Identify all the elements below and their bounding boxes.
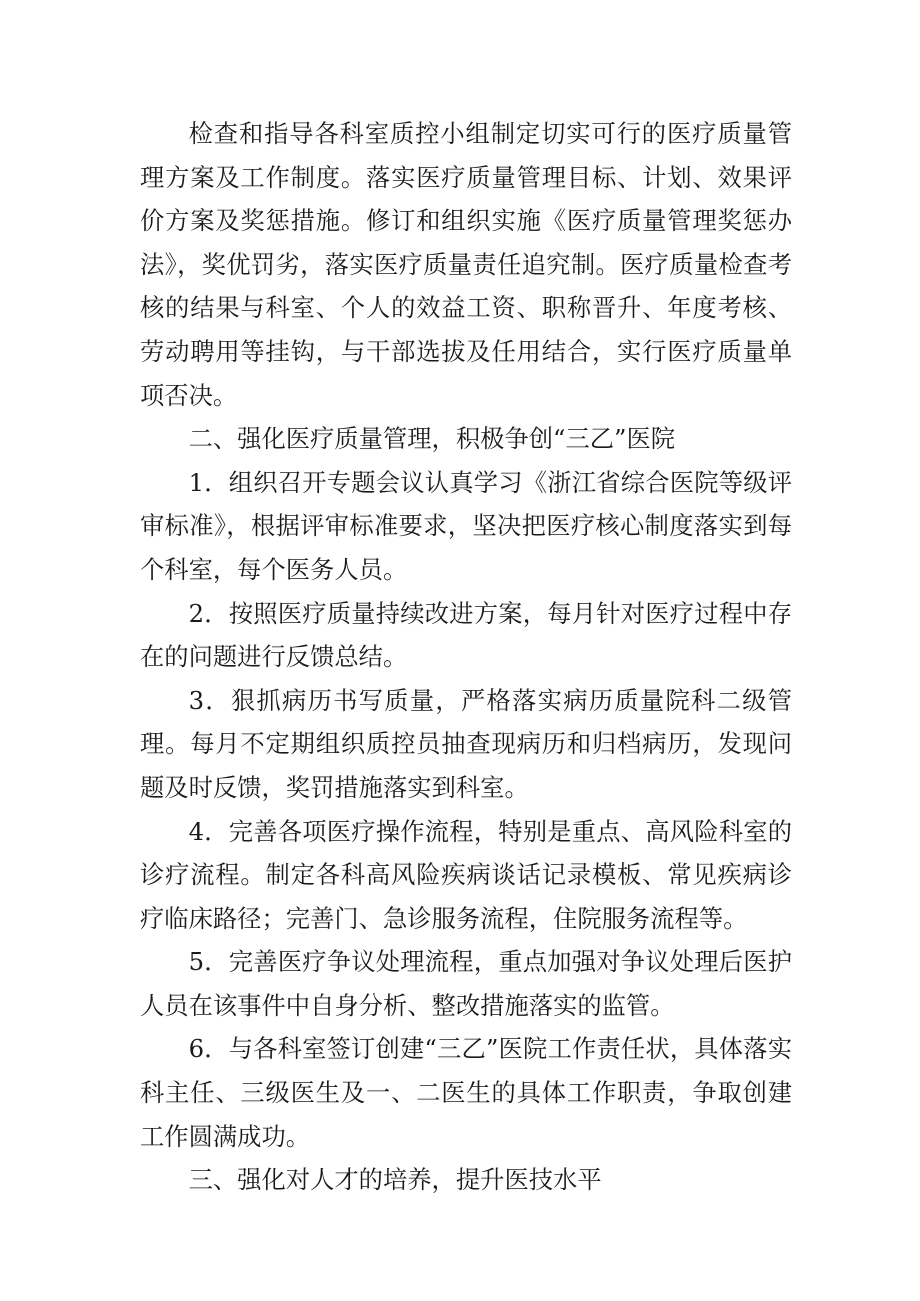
list-item-4: 4．完善各项医疗操作流程，特别是重点、高风险科室的诊疗流程。制定各科高风险疾病谈话记录模板、常见疾病诊疗临床路径；完善门、急诊服务流程，住院服务流程等。 bbox=[140, 816, 792, 933]
document-body bbox=[140, 112, 792, 1202]
list-item-2: 2．按照医疗质量持续改进方案，每月针对医疗过程中存在的问题进行反馈总结。 bbox=[140, 598, 792, 672]
paragraph-quality-management-plan: 检查和指导各科室质控小组制定切实可行的医疗质量管理方案及工作制度。落实医疗质量管理目标、计划、效果评价方案及奖惩措施。修订和组织实施《医疗质量管理奖惩办法》，奖优罚劣，落实医疗质量责任追究制。医疗质量检查考核的结果与科室、个人的效益工资、职称晋升、年度考核、劳动聘用等挂钩，与干部选拔及任用结合，实行医疗质量单项否决。 bbox=[140, 119, 792, 410]
section-heading-three: 三、强化对人才的培养，提升医技水平 bbox=[188, 1165, 602, 1195]
list-item-1: 1．组织召开专题会议认真学习《浙江省综合医院等级评审标准》，根据评审标准要求，坚决把医疗核心制度落实到每个科室，每个医务人员。 bbox=[140, 467, 792, 584]
list-item-5: 5．完善医疗争议处理流程，重点加强对争议处理后医护人员在该事件中自身分析、整改措施落实的监管。 bbox=[140, 947, 792, 1020]
list-item-6: 6．与各科室签订创建“三乙”医院工作责任状，具体落实科主任、三级医生及一、二医生的具体工作职责，争取创建工作圆满成功。 bbox=[140, 1034, 792, 1151]
list-item-3: 3．狠抓病历书写质量，严格落实病历质量院科二级管理。每月不定期组织质控员抽查现病历和归档病历，发现问题及时反馈，奖罚措施落实到科室。 bbox=[140, 685, 792, 802]
section-heading-two: 二、强化医疗质量管理，积极争创“三乙”医院 bbox=[188, 424, 676, 454]
